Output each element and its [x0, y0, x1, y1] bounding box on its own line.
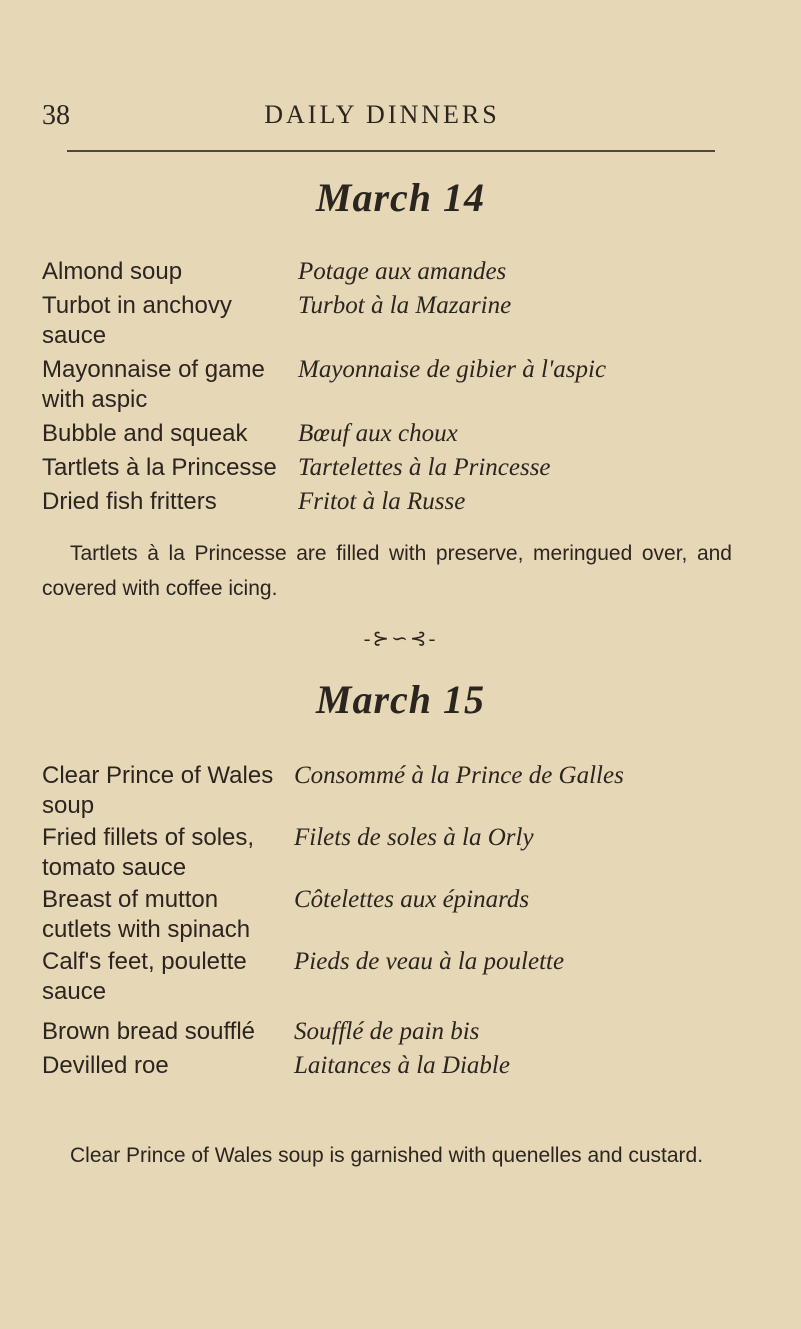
- dish-english: Bubble and squeak: [42, 420, 248, 447]
- dish-french: Filets de soles à la Orly: [294, 824, 534, 851]
- march-14-menu: [42, 257, 742, 521]
- march-14-note: Tartlets à la Princesse are filled with preserve, meringued over, and covered with coffee icing.: [42, 542, 732, 600]
- menu-row: [42, 257, 742, 287]
- dish-english: Devilled roe: [42, 1052, 169, 1079]
- dish-english: Calf's feet, poulette sauce: [42, 948, 247, 1005]
- running-head: DAILY DINNERS: [264, 100, 500, 129]
- dish-english: Dried fish fritters: [42, 488, 217, 515]
- menu-row: [42, 1051, 742, 1081]
- dish-french: Consommé à la Prince de Galles: [294, 762, 624, 789]
- page-header: [42, 100, 722, 140]
- menu-row: [42, 823, 742, 883]
- dish-english: Turbot in anchovy sauce: [42, 292, 232, 349]
- dish-english: Almond soup: [42, 258, 183, 285]
- section-ornament: -⊱∽⊰-: [363, 628, 438, 650]
- dish-french: Fritot à la Russe: [298, 488, 466, 515]
- dish-english: Tartlets à la Princesse: [42, 454, 277, 481]
- march-15-title: March 15: [315, 677, 486, 722]
- header-rule: [67, 150, 715, 152]
- dish-french: Côtelettes aux épinards: [294, 886, 530, 913]
- dish-french: Pieds de veau à la poulette: [294, 948, 565, 975]
- menu-row: [42, 761, 742, 821]
- menu-row: [42, 453, 742, 483]
- dish-french: Potage aux amandes: [298, 258, 507, 285]
- march-15-menu: [42, 761, 742, 1081]
- menu-row: [42, 885, 742, 945]
- dish-french: Tartelettes à la Princesse: [298, 454, 551, 481]
- dish-french: Laitances à la Diable: [294, 1052, 510, 1079]
- menu-row: [42, 947, 742, 1007]
- dish-english: Brown bread soufflé: [42, 1018, 256, 1045]
- dish-french: Soufflé de pain bis: [294, 1018, 480, 1045]
- menu-row: [42, 419, 742, 449]
- dish-english: Breast of mutton cutlets with spinach: [42, 886, 251, 943]
- march-14-title: March 14: [315, 175, 486, 220]
- menu-row: [42, 1017, 742, 1047]
- dish-english: Fried fillets of soles, tomato sauce: [42, 824, 255, 881]
- menu-row: [42, 355, 742, 415]
- menu-row: [42, 487, 742, 517]
- march-15-note: Clear Prince of Wales soup is garnished with quenelles and custard.: [70, 1144, 704, 1167]
- dish-english: Mayonnaise of game with aspic: [42, 356, 265, 413]
- dish-english: Clear Prince of Wales soup: [42, 762, 274, 819]
- page-number: 38: [42, 100, 70, 131]
- dish-french: Bœuf aux choux: [298, 420, 458, 447]
- dish-french: Mayonnaise de gibier à l'aspic: [298, 356, 607, 383]
- menu-row: [42, 291, 742, 351]
- dish-french: Turbot à la Mazarine: [298, 292, 512, 319]
